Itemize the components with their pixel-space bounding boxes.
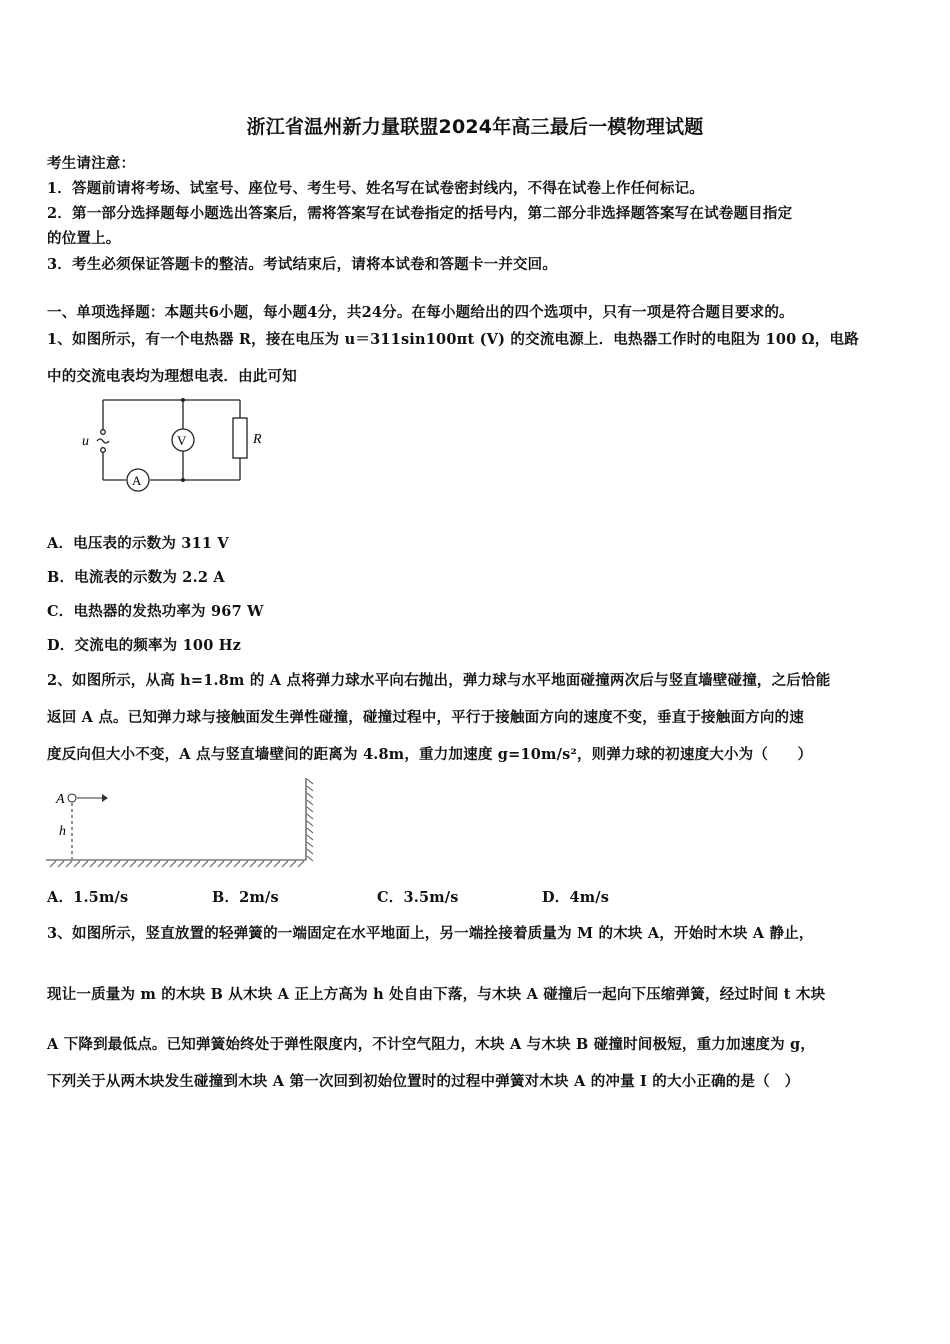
ground-hatch-mark (114, 861, 120, 867)
ground-hatch-mark (170, 861, 176, 867)
ground-hatch-mark (146, 861, 152, 867)
question-3-text: 3、如图所示，竖直放置的轻弹簧的一端固定在水平地面上，另一端拴接着质量为 M 的木块 A，开始时木块 A 静止， (47, 925, 814, 942)
label-a: A (132, 473, 142, 488)
wall-hatch-mark (307, 779, 313, 784)
ground-hatch-mark (178, 861, 184, 867)
ground-hatch-mark (226, 861, 232, 867)
wall-hatch-mark (307, 814, 313, 819)
ground-hatch-mark (162, 861, 168, 867)
ground-hatch-mark (282, 861, 288, 867)
notice-item: 2．第一部分选择题每小题选出答案后，需将答案写在试卷指定的括号内，第二部分非选择题答案写在试卷题目指定 (47, 205, 793, 222)
section-heading: 一、单项选择题：本题共6小题，每小题4分，共24分。在每小题给出的四个选项中，只有一项是符合题目要求的。 (47, 304, 794, 321)
question-3-text: 下列关于从两木块发生碰撞到木块 A 第一次回到初始位置时的过程中弹簧对木块 A 的冲量 I 的大小正确的是（ ） (47, 1073, 800, 1090)
ground-hatch-mark (258, 861, 264, 867)
ground-hatch-mark (74, 861, 80, 867)
ground-hatch-mark (122, 861, 128, 867)
notice-item: 3．考生必须保证答题卡的整洁。考试结束后，请将本试卷和答题卡一并交回。 (47, 256, 558, 273)
wall-hatch-mark (307, 856, 313, 861)
projectile-diagram (44, 773, 324, 873)
question-2-text: 2、如图所示，从高 h=1.8m 的 A 点将弹力球水平向右抛出，弹力球与水平地面碰撞两次后与竖直墙壁碰撞，之后恰能 (47, 672, 831, 689)
ground-hatch-mark (58, 861, 64, 867)
ground-hatch-mark (290, 861, 296, 867)
question-3-text: 现让一质量为 m 的木块 B 从木块 A 正上方高为 h 处自由下落，与木块 A 碰撞后一起向下压缩弹簧，经过时间 t 木块 (47, 986, 826, 1003)
ground-hatch-mark (266, 861, 272, 867)
ground-hatch-mark (138, 861, 144, 867)
wall-hatch-mark (307, 835, 313, 840)
ground-hatch-mark (194, 861, 200, 867)
circuit-diagram (80, 390, 260, 495)
notice-item: 1．答题前请将考场、试室号、座位号、考生号、姓名写在试卷密封线内，不得在试卷上作任何标记。 (47, 180, 705, 197)
wall-hatch-mark (307, 842, 313, 847)
ground-hatch-mark (298, 861, 304, 867)
question-1-text: 中的交流电表均为理想电表．由此可知 (47, 368, 297, 385)
wall-hatch-mark (307, 849, 313, 854)
wall-hatch-mark (307, 821, 313, 826)
option-b: B．2m/s (212, 889, 279, 906)
option-c: C．电热器的发热功率为 967 W (47, 603, 264, 620)
wall-hatch-mark (307, 800, 313, 805)
wall-hatch-mark (307, 793, 313, 798)
label-a: A (56, 792, 65, 807)
ground-hatch-mark (242, 861, 248, 867)
question-2-text: 度反向但大小不变，A 点与竖直墙壁间的距离为 4.8m，重力加速度 g=10m/s²，则弹力球的初速度大小为（ ） (47, 746, 813, 763)
ground-hatch-mark (66, 861, 72, 867)
ac-source-symbol (97, 439, 109, 443)
ground-hatch-mark (202, 861, 208, 867)
ball-a (68, 794, 76, 802)
wall-hatch-mark (307, 828, 313, 833)
question-2-text: 返回 A 点。已知弹力球与接触面发生弹性碰撞，碰撞过程中，平行于接触面方向的速度不变，垂直于接触面方向的速 (47, 709, 804, 726)
notice-heading: 考生请注意： (47, 155, 136, 172)
ground-hatch-mark (274, 861, 280, 867)
option-c: C．3.5m/s (377, 889, 459, 906)
page-title: 浙江省温州新力量联盟2024年高三最后一模物理试题 (246, 116, 704, 138)
label-r: R (253, 432, 262, 447)
label-v: V (177, 433, 187, 448)
option-d: D．4m/s (542, 889, 610, 906)
ground-hatch-mark (210, 861, 216, 867)
option-a: A．1.5m/s (47, 889, 129, 906)
ground-hatch-mark (218, 861, 224, 867)
question-1-text: 1、如图所示，有一个电热器 R，接在电压为 u＝311sin100πt (V) 的交流电源上．电热器工作时的电阻为 100 Ω，电路 (47, 331, 859, 348)
ground-hatch-mark (98, 861, 104, 867)
ground-hatch-mark (234, 861, 240, 867)
ground-hatch-mark (90, 861, 96, 867)
wall-hatch-mark (307, 786, 313, 791)
ground-hatch-mark (50, 861, 56, 867)
question-3-text: A 下降到最低点。已知弹簧始终处于弹性限度内，不计空气阻力，木块 A 与木块 B 碰撞时间极短，重力加速度为 g， (47, 1036, 816, 1053)
option-d: D．交流电的频率为 100 Hz (47, 637, 242, 654)
label-u: u (82, 434, 89, 449)
label-h: h (59, 824, 66, 839)
ground-hatch-mark (154, 861, 160, 867)
ground-hatch-mark (186, 861, 192, 867)
resistor-shape (233, 418, 247, 458)
ground-hatch-mark (250, 861, 256, 867)
notice-item: 的位置上。 (47, 230, 121, 247)
ground-hatch-mark (130, 861, 136, 867)
wall-hatch-mark (307, 807, 313, 812)
option-b: B．电流表的示数为 2.2 A (47, 569, 225, 586)
option-a: A．电压表的示数为 311 V (47, 535, 229, 552)
ground-hatch-mark (106, 861, 112, 867)
ground-hatch-mark (82, 861, 88, 867)
